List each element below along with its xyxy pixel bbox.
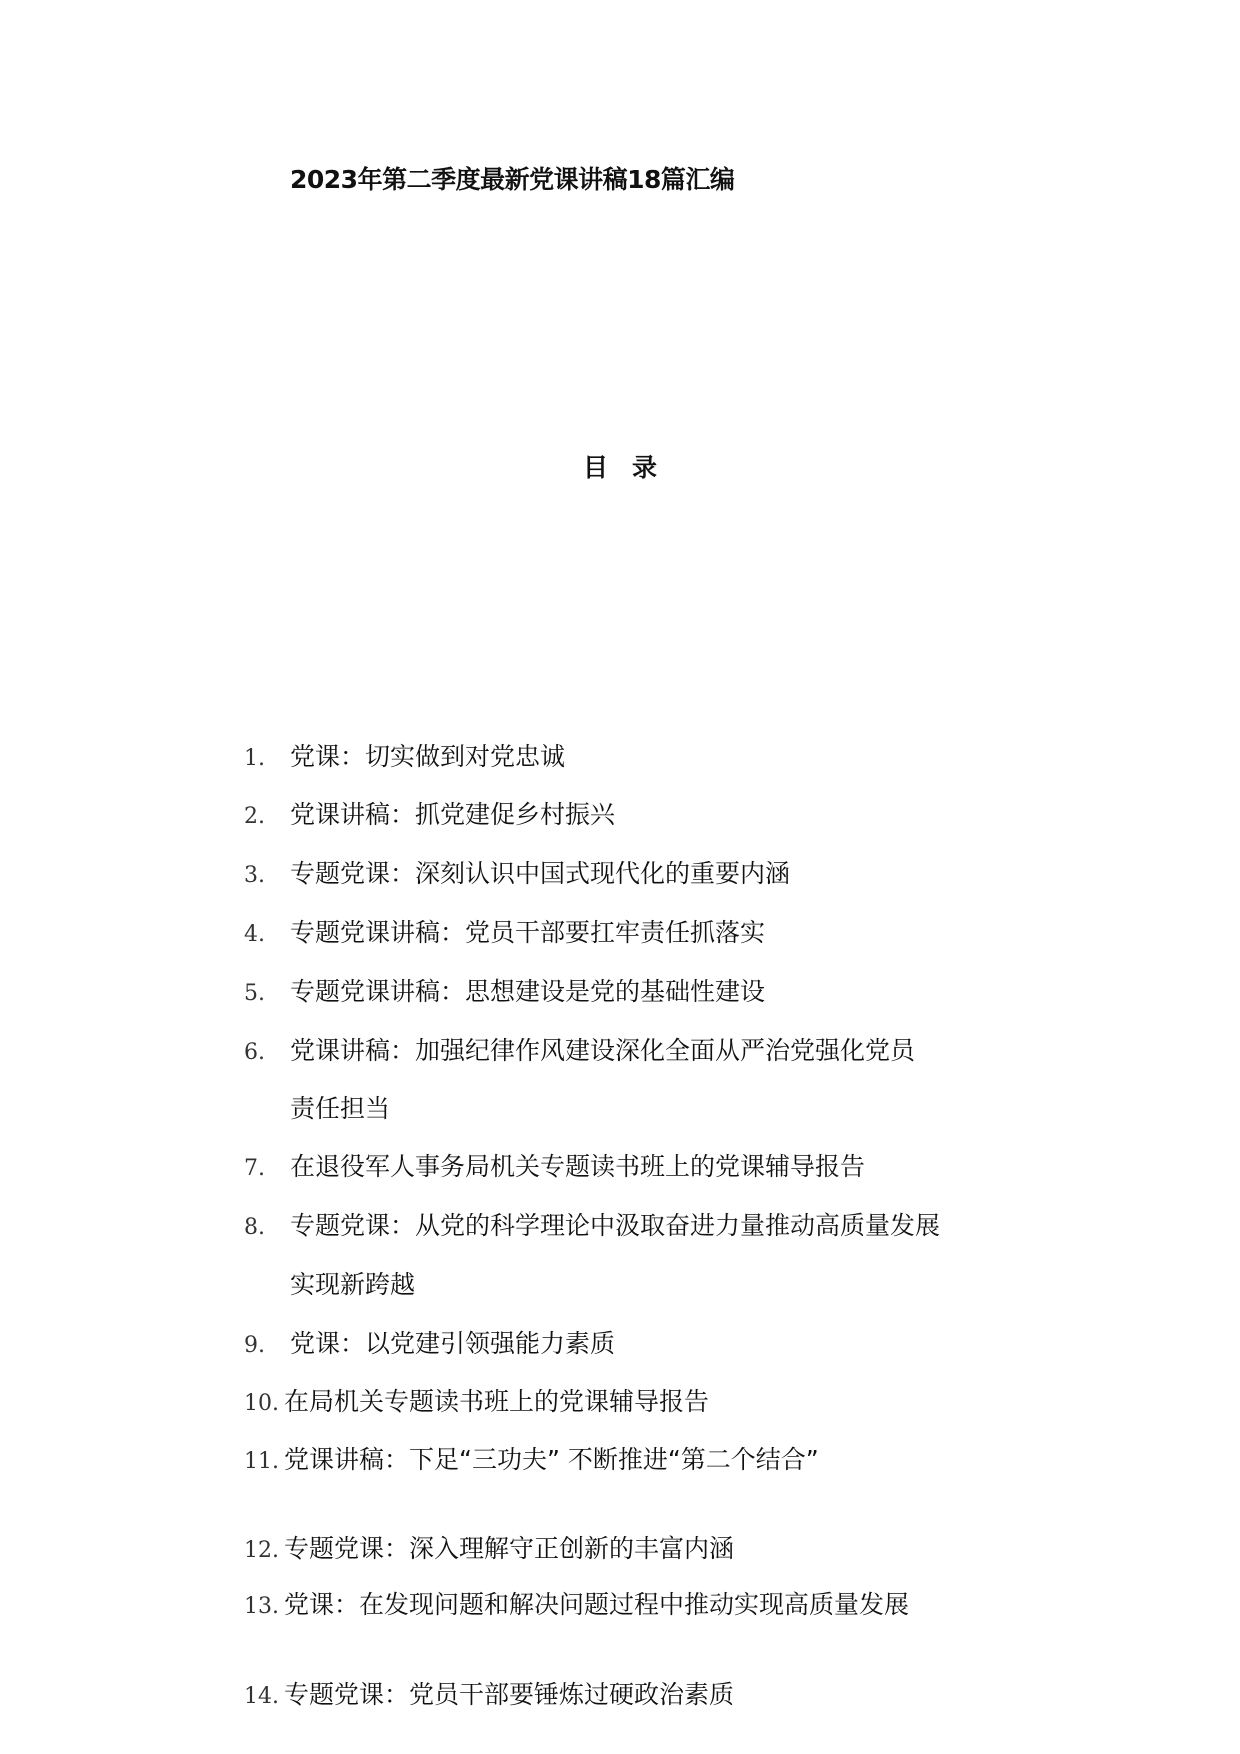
toc-item-number: 12. xyxy=(244,1538,279,1563)
toc-item-12[interactable] xyxy=(244,1534,734,1566)
toc-item-number: 6. xyxy=(244,1040,265,1065)
toc-item-text: 党课：在发现问题和解决问题过程中推动实现高质量发展 xyxy=(284,1590,910,1619)
toc-item-number: 9. xyxy=(244,1333,265,1358)
toc-item-11[interactable] xyxy=(244,1445,819,1477)
toc-item-8-continuation: 实现新跨越 xyxy=(290,1270,416,1299)
toc-item-13[interactable] xyxy=(244,1590,909,1622)
toc-item-3[interactable] xyxy=(244,859,790,891)
toc-item-7[interactable] xyxy=(244,1152,865,1184)
toc-heading-char-2: 录 xyxy=(632,453,658,482)
toc-item-text: 党课讲稿：抓党建促乡村振兴 xyxy=(290,800,616,829)
toc-item-4[interactable] xyxy=(244,918,765,950)
toc-item-number: 8. xyxy=(244,1215,265,1240)
toc-heading-char-1: 目 xyxy=(582,453,608,482)
toc-item-number: 3. xyxy=(244,863,265,888)
toc-item-number: 5. xyxy=(244,981,265,1006)
toc-item-text: 专题党课：党员干部要锤炼过硬政治素质 xyxy=(284,1680,735,1709)
toc-item-number: 1. xyxy=(244,746,265,771)
toc-item-text: 党课讲稿：下足“三功夫” 不断推进“第二个结合” xyxy=(284,1445,819,1474)
toc-item-10[interactable] xyxy=(244,1387,709,1419)
toc-item-text: 专题党课讲稿：思想建设是党的基础性建设 xyxy=(290,977,766,1006)
toc-item-6[interactable] xyxy=(244,1036,915,1068)
toc-item-1[interactable] xyxy=(244,742,565,774)
toc-item-9[interactable] xyxy=(244,1329,615,1361)
toc-item-number: 11. xyxy=(244,1449,279,1474)
toc-item-number: 2. xyxy=(244,804,265,829)
toc-item-text: 专题党课：深入理解守正创新的丰富内涵 xyxy=(284,1534,735,1563)
toc-heading xyxy=(0,448,1240,484)
toc-item-14[interactable] xyxy=(244,1680,734,1712)
toc-item-number: 10. xyxy=(244,1391,279,1416)
toc-item-text: 在局机关专题读书班上的党课辅导报告 xyxy=(284,1387,710,1416)
toc-item-number: 13. xyxy=(244,1594,279,1619)
toc-item-text: 党课：切实做到对党忠诚 xyxy=(290,742,566,771)
toc-item-text: 党课讲稿：加强纪律作风建设深化全面从严治党强化党员 xyxy=(290,1036,916,1065)
toc-item-text: 在退役军人事务局机关专题读书班上的党课辅导报告 xyxy=(290,1152,866,1181)
toc-item-text: 专题党课：深刻认识中国式现代化的重要内涵 xyxy=(290,859,791,888)
toc-item-number: 4. xyxy=(244,922,265,947)
toc-item-5[interactable] xyxy=(244,977,765,1009)
toc-item-2[interactable] xyxy=(244,800,615,832)
toc-item-number: 7. xyxy=(244,1156,265,1181)
toc-item-8[interactable] xyxy=(244,1211,940,1243)
toc-item-text: 党课：以党建引领强能力素质 xyxy=(290,1329,616,1358)
toc-item-6-continuation: 责任担当 xyxy=(290,1094,391,1123)
toc-item-text: 专题党课讲稿：党员干部要扛牢责任抓落实 xyxy=(290,918,766,947)
document-title: 2023年第二季度最新党课讲稿18篇汇编 xyxy=(290,165,735,194)
toc-item-text: 专题党课：从党的科学理论中汲取奋进力量推动高质量发展 xyxy=(290,1211,941,1240)
toc-item-number: 14. xyxy=(244,1684,279,1709)
